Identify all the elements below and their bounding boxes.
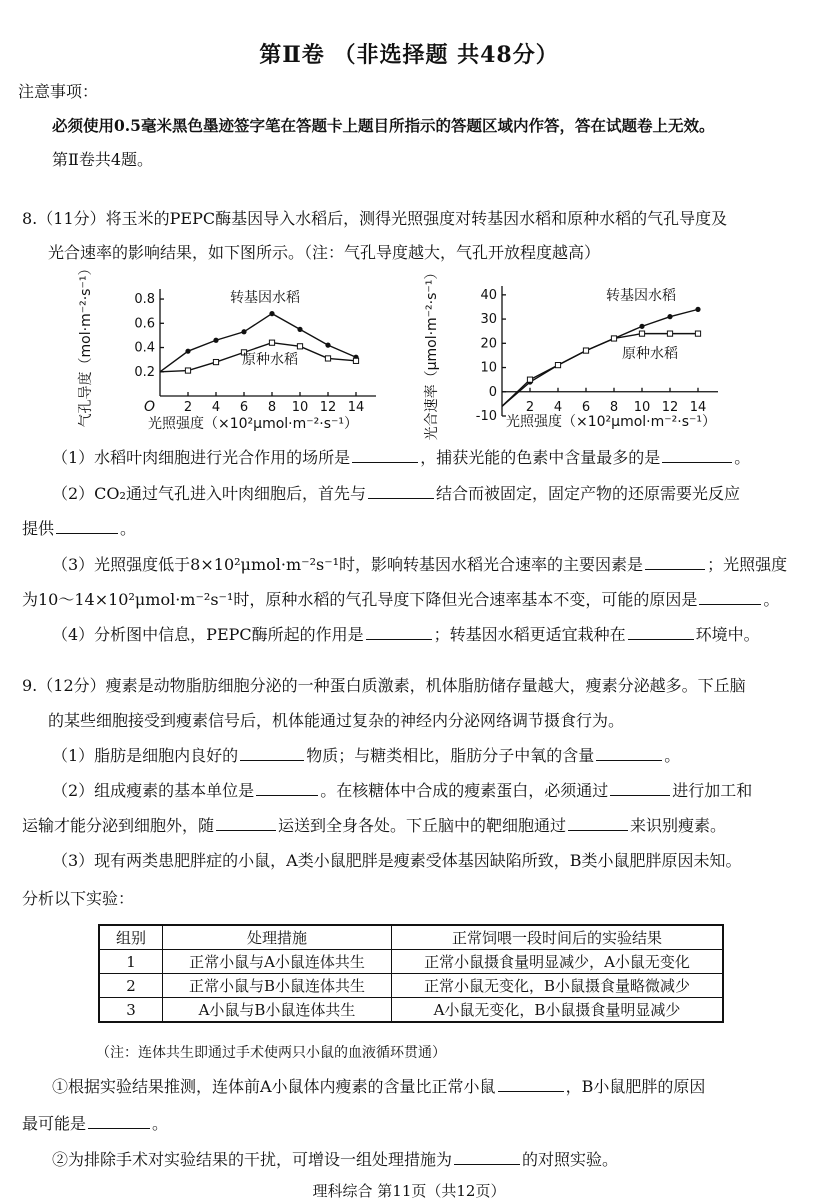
answer-blank[interactable] [88, 1114, 150, 1129]
y-tick-label: 0.6 [134, 316, 155, 332]
data-point [241, 329, 246, 334]
q9-s2-text-a: ②为排除手术对实验结果的干扰，可增设一组处理措施为 [52, 1150, 453, 1169]
section-title: 第Ⅱ卷 （非选择题 共48分） [259, 42, 559, 68]
x-tick-label: 6 [581, 400, 591, 415]
q8-p3-text-b: ；光照强度 [707, 555, 788, 574]
y-tick-label: 40 [480, 287, 497, 303]
table-row [99, 950, 723, 974]
answer-blank[interactable] [240, 746, 304, 761]
x-tick-label: 14 [689, 400, 707, 415]
q9-part-1 [52, 746, 680, 766]
table-cell: A小鼠无变化，B小鼠摄食量明显减少 [392, 998, 724, 1023]
x-tick-label: 6 [239, 400, 249, 415]
data-point [325, 356, 330, 361]
q8-p1-text-c: 。 [734, 448, 751, 467]
series-label: 原种水稻 [242, 352, 298, 368]
y-tick-label: 20 [480, 336, 497, 352]
q9-s1-text-c: 最可能是 [22, 1114, 87, 1133]
table-cell: 正常小鼠摄食量明显减少，A小鼠无变化 [392, 950, 724, 974]
y-tick-label: 0.2 [134, 364, 155, 380]
series-line [502, 334, 698, 407]
series-label: 转基因水稻 [230, 290, 300, 306]
q9-sub-2 [52, 1150, 618, 1170]
q9-p2-text-d: 运输才能分泌到细胞外，随 [22, 816, 215, 835]
q9-s1-text-b: ，B小鼠肥胖的原因 [565, 1077, 706, 1096]
q8-p2-text-d: 。 [120, 519, 137, 538]
q8-part-3-cont [22, 590, 779, 610]
table-cell: A小鼠与B小鼠连体共生 [163, 998, 392, 1023]
q8-part-4 [52, 625, 760, 645]
series-label: 转基因水稻 [606, 288, 676, 304]
q9-p2-text-e: 运送到全身各处。下丘脑中的靶细胞通过 [278, 816, 567, 835]
q9-sub-1-cont [22, 1114, 168, 1134]
x-tick-label: 2 [525, 400, 535, 415]
y-tick-label: 30 [480, 312, 497, 328]
table-header-cell: 正常饲喂一段时间后的实验结果 [392, 925, 724, 950]
data-point [325, 343, 330, 348]
y-tick-label: 0 [488, 384, 497, 400]
y-tick-label: -10 [475, 409, 497, 424]
data-point [555, 363, 560, 368]
origin-label: O [144, 399, 156, 415]
data-point [269, 340, 274, 345]
answer-blank[interactable] [56, 519, 118, 534]
notice-line-2: 第Ⅱ卷共4题。 [52, 150, 154, 169]
q9-stem-line-1: 9.（12分）瘦素是动物脂肪细胞分泌的一种蛋白质激素，机体脂肪储存量越大，瘦素分泌越多。下丘脑 [22, 676, 746, 695]
data-point [667, 331, 672, 336]
q8-p3-text-c: 为10～14×10²μmol·m⁻²s⁻¹时，原种水稻的气孔导度下降但光合速率基本不变，可能的原因是 [22, 590, 698, 609]
q9-p2-text-f: 来识别瘦素。 [630, 816, 727, 835]
answer-blank[interactable] [568, 816, 628, 831]
q9-sub-1 [52, 1077, 705, 1097]
data-point [353, 358, 358, 363]
q9-stem-line-2: 的某些细胞接受到瘦素信号后，机体能通过复杂的神经内分泌网络调节摄食行为。 [48, 711, 625, 730]
q9-p1-text-c: 。 [664, 746, 681, 765]
q8-stem-line-2: 光合速率的影响结果，如下图所示。（注：气孔导度越大，气孔开放程度越高） [48, 243, 601, 262]
y-axis-label: 气孔导度（mol·m⁻²·s⁻¹） [78, 261, 94, 428]
data-point [185, 368, 190, 373]
data-point [695, 331, 700, 336]
q9-s2-text-b: 的对照实验。 [522, 1150, 619, 1169]
chart-stomatal-conductance [78, 261, 380, 438]
answer-blank[interactable] [256, 781, 318, 796]
q8-p2-text-a: （2）CO₂通过气孔进入叶肉细胞后，首先与 [52, 484, 366, 503]
y-tick-label: 0.8 [134, 292, 155, 308]
answer-blank[interactable] [610, 781, 670, 796]
answer-blank[interactable] [498, 1077, 564, 1092]
data-point [213, 359, 218, 364]
q8-part-2 [52, 484, 740, 504]
x-tick-label: 10 [633, 400, 651, 415]
x-tick-label: 12 [319, 400, 337, 415]
answer-blank[interactable] [662, 448, 732, 463]
table-cell: 3 [99, 998, 163, 1023]
q8-p3-text-a: （3）光照强度低于8×10²μmol·m⁻²s⁻¹时，影响转基因水稻光合速率的主要因素是 [52, 555, 644, 574]
data-point [185, 349, 190, 354]
series-label: 原种水稻 [622, 346, 678, 362]
q8-p2-text-c: 提供 [22, 519, 55, 538]
data-point [527, 377, 532, 382]
q8-p3-text-d: 。 [763, 590, 780, 609]
data-point [695, 307, 700, 312]
q8-p1-text-a: （1）水稻叶肉细胞进行光合作用的场所是 [52, 448, 351, 467]
table-header-row [99, 925, 723, 950]
answer-blank[interactable] [454, 1150, 520, 1165]
notice-heading: 注意事项： [18, 82, 99, 101]
q8-stem-line-1: 8.（11分）将玉米的PEPC酶基因导入水稻后，测得光照强度对转基因水稻和原种水稻的气孔导度及 [22, 209, 728, 228]
q9-p1-text-a: （1）脂肪是细胞内良好的 [52, 746, 239, 765]
data-point [667, 314, 672, 319]
q8-p4-text-c: 环境中。 [695, 625, 760, 644]
answer-blank[interactable] [645, 555, 705, 570]
y-tick-label: 0.4 [134, 340, 155, 356]
table-note: （注：连体共生即通过手术使两只小鼠的血液循环贯通） [96, 1045, 446, 1061]
q9-p2-text-c: 进行加工和 [672, 781, 753, 800]
answer-blank[interactable] [366, 625, 432, 640]
q8-p4-text-b: ；转基因水稻更适宜栽种在 [433, 625, 626, 644]
notice-line-1: 必须使用0.5毫米黑色墨迹签字笔在答题卡上题目所指示的答题区域内作答，答在试题卷上无效。 [52, 116, 715, 135]
page-footer: 理科综合 第11页（共12页） [312, 1182, 506, 1200]
q9-s1-text-d: 。 [152, 1114, 169, 1133]
x-tick-label: 14 [347, 400, 365, 415]
q8-part-1 [52, 448, 750, 468]
q9-p2-text-a: （2）组成瘦素的基本单位是 [52, 781, 255, 800]
x-tick-label: 4 [211, 400, 221, 415]
data-point [269, 311, 274, 316]
y-tick-label: 10 [480, 360, 497, 376]
table-cell: 2 [99, 974, 163, 998]
chart-photosynthesis-rate [424, 265, 730, 441]
q8-part-3 [52, 555, 787, 575]
q9-s1-text-a: ①根据实验结果推测，连体前A小鼠体内瘦素的含量比正常小鼠 [52, 1077, 496, 1096]
x-axis-label: 光照强度（×10²μmol·m⁻²·s⁻¹） [148, 416, 358, 432]
table-cell: 正常小鼠与A小鼠连体共生 [163, 950, 392, 974]
q9-part-3-intro: 分析以下实验： [22, 889, 135, 908]
x-tick-label: 8 [609, 400, 619, 415]
table-row [99, 974, 723, 998]
answer-blank[interactable] [699, 590, 761, 605]
data-point [639, 324, 644, 329]
x-tick-label: 4 [553, 400, 563, 415]
data-point [297, 327, 302, 332]
x-tick-label: 12 [661, 400, 679, 415]
data-point [639, 331, 644, 336]
answer-blank[interactable] [352, 448, 418, 463]
data-point [213, 338, 218, 343]
table-cell: 1 [99, 950, 163, 974]
q9-part-3: （3）现有两类患肥胖症的小鼠，A类小鼠肥胖是瘦素受体基因缺陷所致，B类小鼠肥胖原因未知。 [52, 851, 742, 870]
answer-blank[interactable] [628, 625, 694, 640]
y-axis-label: 光合速率（μmol·m⁻²·s⁻¹） [424, 265, 440, 441]
q9-p2-text-b: 。在核糖体中合成的瘦素蛋白，必须通过 [320, 781, 609, 800]
x-tick-label: 10 [291, 400, 309, 415]
data-point [297, 344, 302, 349]
table-cell: 正常小鼠与B小鼠连体共生 [163, 974, 392, 998]
answer-blank[interactable] [368, 484, 434, 499]
table-cell: 正常小鼠无变化，B小鼠摄食量略微减少 [392, 974, 724, 998]
data-point [611, 336, 616, 341]
experiment-table [98, 924, 724, 1023]
table-header-cell: 组别 [99, 925, 163, 950]
q9-part-2-cont [22, 816, 726, 836]
chart-photosynthesis-rate-svg [424, 265, 730, 441]
q9-part-2 [52, 781, 752, 801]
q8-part-2-cont [22, 519, 136, 539]
table-row [99, 998, 723, 1023]
x-tick-label: 2 [183, 400, 193, 415]
chart-stomatal-conductance-svg [78, 261, 380, 438]
answer-blank[interactable] [216, 816, 276, 831]
answer-blank[interactable] [596, 746, 662, 761]
q8-p4-text-a: （4）分析图中信息，PEPC酶所起的作用是 [52, 625, 364, 644]
x-tick-label: 8 [267, 400, 277, 415]
data-point [583, 348, 588, 353]
x-axis-label: 光照强度（×10²μmol·m⁻²·s⁻¹） [506, 414, 716, 430]
q9-p1-text-b: 物质；与糖类相比，脂肪分子中氧的含量 [306, 746, 595, 765]
q8-p1-text-b: ，捕获光能的色素中含量最多的是 [420, 448, 661, 467]
table-header-cell: 处理措施 [163, 925, 392, 950]
q8-p2-text-b: 结合而被固定，固定产物的还原需要光反应 [435, 484, 740, 503]
